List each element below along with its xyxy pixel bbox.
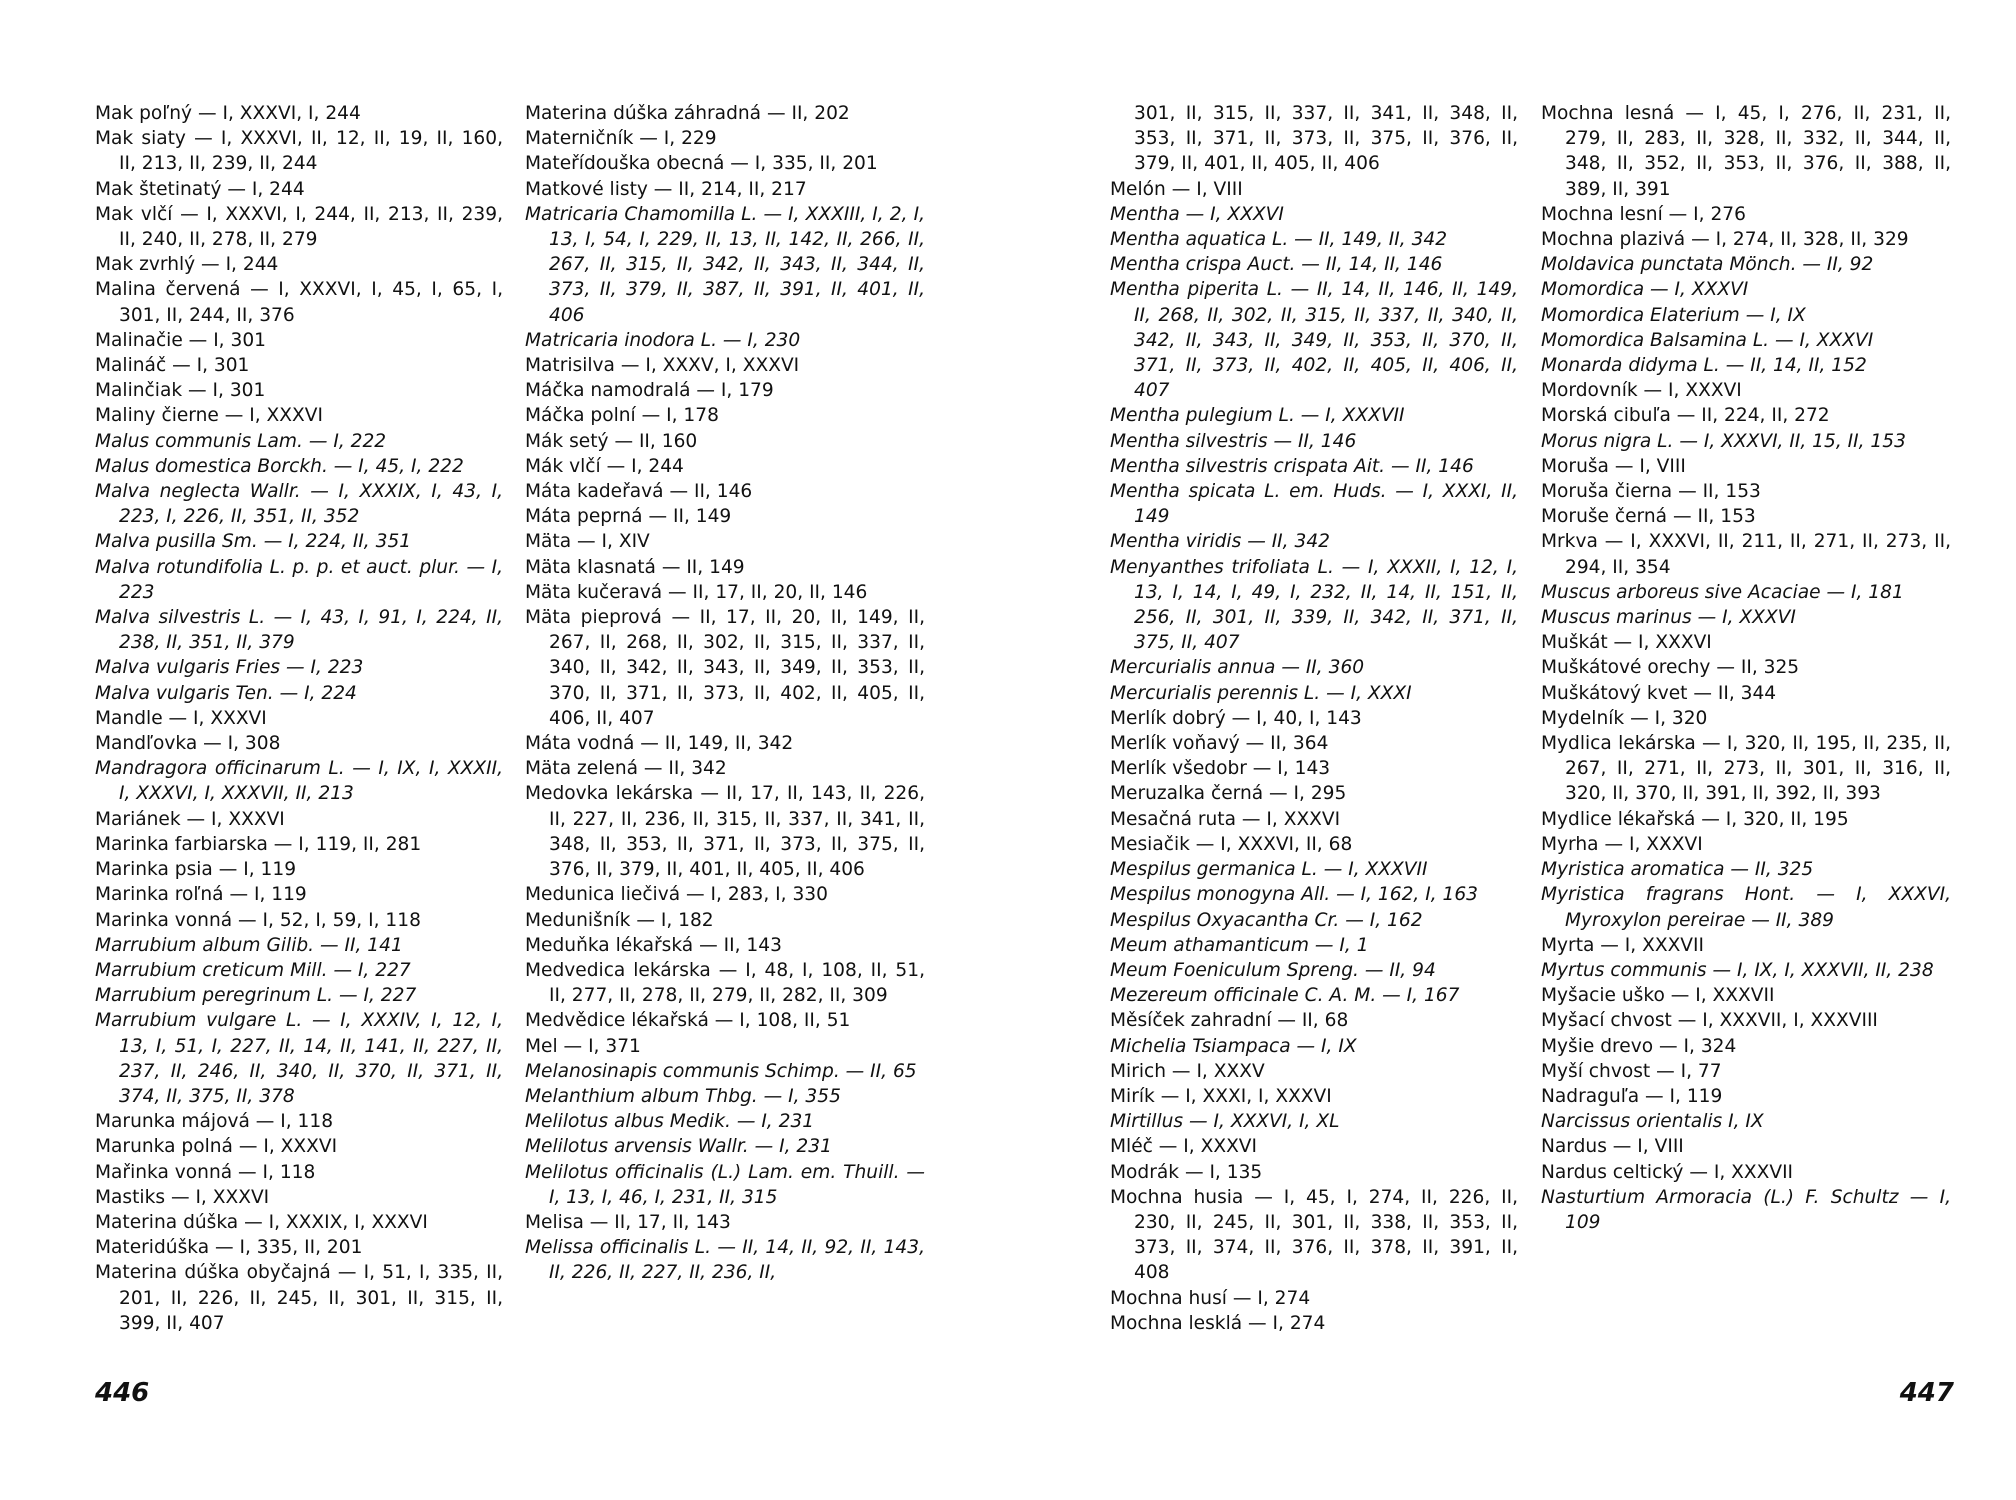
index-entry: Máta peprná — II, 149 <box>525 506 732 528</box>
index-entry: Muscus marinus — I, XXXVI <box>1541 607 1796 629</box>
index-entry: Mak vlčí — I, XXXVI, I, 244, II, 213, II, 239, II, 240, II, 278, II, 279 <box>95 203 503 251</box>
index-entry: Momordica Elaterium — I, IX <box>1541 304 1806 326</box>
index-entry: Marinka vonná — I, 52, I, 59, I, 118 <box>95 909 421 931</box>
index-entry: Mordovník — I, XXXVI <box>1541 380 1742 402</box>
index-entry: Mäta zelená — II, 342 <box>525 758 727 780</box>
index-entry: Narcissus orientalis I, IX <box>1541 1111 1764 1133</box>
index-entry: Modrák — I, 135 <box>1110 1161 1263 1183</box>
index-entry: Mak siaty — I, XXXVI, II, 12, II, 19, II, 160, II, 213, II, 239, II, 244 <box>95 128 503 175</box>
index-column <box>525 101 925 1286</box>
index-entry: Nardus celtický — I, XXXVII <box>1541 1161 1794 1183</box>
index-entry: Morská cibuľa — II, 224, II, 272 <box>1541 405 1830 427</box>
index-entry: Mäta — I, XIV <box>525 531 650 553</box>
index-entry: Mentha crispa Auct. — II, 14, II, 146 <box>1110 254 1443 276</box>
index-entry: Mochna lesní — I, 276 <box>1541 203 1746 225</box>
index-entry: Malus domestica Borckh. — I, 45, I, 222 <box>95 455 464 477</box>
index-entry: Moldavica punctata Mönch. — II, 92 <box>1541 254 1874 276</box>
index-entry: Mochna lesná — I, 45, I, 276, II, 231, II, 279, II, 283, II, 328, II, 332, II, 344, II, 348, II, 352, II, 353, II, 376, II, 388, II, 389, II, 391 <box>1541 103 1951 200</box>
index-entry: Malináč — I, 301 <box>95 355 250 377</box>
index-entry: Medunišník — I, 182 <box>525 909 714 931</box>
index-entry: Melissa officinalis L. — II, 14, II, 92, II, 143, II, 226, II, 227, II, 236, II, <box>525 1237 925 1284</box>
index-entry: Materina dúška záhradná — II, 202 <box>525 103 850 124</box>
index-entry: Mandle — I, XXXVI <box>95 707 267 729</box>
index-entry: Muscus arboreus sive Acaciae — I, 181 <box>1541 581 1904 603</box>
index-entry: Nasturtium Armoracia (L.) F. Schultz — I, 109 <box>1541 1186 1951 1233</box>
index-entry: Morus nigra L. — I, XXXVI, II, 15, II, 153 <box>1541 430 1906 452</box>
index-entry: Marinka roľná — I, 119 <box>95 884 307 906</box>
index-entry: Melilotus arvensis Wallr. — I, 231 <box>525 1136 832 1158</box>
index-entry: Mandľovka — I, 308 <box>95 733 281 755</box>
index-entry: Malinačie — I, 301 <box>95 329 266 351</box>
index-entry: Mespilus monogyna All. — I, 162, I, 163 <box>1110 884 1479 906</box>
index-entry: Mesačná ruta — I, XXXVI <box>1110 808 1341 830</box>
index-entry: Mentha aquatica L. — II, 149, II, 342 <box>1110 229 1448 251</box>
index-entry: Mirtillus — I, XXXVI, I, XL <box>1110 1111 1340 1133</box>
index-entry: Mateřídouška obecná — I, 335, II, 201 <box>525 153 878 175</box>
index-entry: Marrubium creticum Mill. — I, 227 <box>95 959 411 981</box>
index-entry: Matkové listy — II, 214, II, 217 <box>525 178 807 200</box>
index-entry: Mandragora officinarum L. — I, IX, I, XXXII, I, XXXVI, I, XXXVII, II, 213 <box>95 758 503 805</box>
index-entry: Muškátový kvet — II, 344 <box>1541 682 1777 704</box>
index-entry: Mak zvrhlý — I, 244 <box>95 254 279 276</box>
index-entry: Mák setý — II, 160 <box>525 430 698 452</box>
index-entry: Malva pusilla Sm. — I, 224, II, 351 <box>95 531 412 553</box>
index-entry: Myrha — I, XXXVI <box>1541 833 1703 855</box>
index-entry: Momordica — I, XXXVI <box>1541 279 1749 301</box>
index-entry: Marrubium vulgare L. — I, XXXIV, I, 12, I, 13, I, 51, I, 227, II, 14, II, 141, II, 227, II, 237, II, 246, II, 340, II, 370, II, 371, II, 374, II, 375, II, 378 <box>95 1010 503 1107</box>
index-entry: Mentha piperita L. — II, 14, II, 146, II, 149, II, 268, II, 302, II, 315, II, 337, II, 340, II, 342, II, 343, II, 349, II, 353, II, 370, II, 371, II, 373, II, 402, II, 405, II, 406, II, 407 <box>1110 279 1518 402</box>
index-entry: Marinka farbiarska — I, 119, II, 281 <box>95 833 422 855</box>
index-entry: Mak poľný — I, XXXVI, I, 244 <box>95 103 361 124</box>
index-entry: Maliny čierne — I, XXXVI <box>95 405 323 427</box>
index-entry: Momordica Balsamina L. — I, XXXVI <box>1541 329 1874 351</box>
index-entry: Mäta pieprová — II, 17, II, 20, II, 149, II, 267, II, 268, II, 302, II, 315, II, 337, II, 340, II, 342, II, 343, II, 349, II, 353, II, 370, II, 371, II, 373, II, 402, II, 405, II, 406, II, 407 <box>525 607 925 729</box>
index-entry: Melanosinapis communis Schimp. — II, 65 <box>525 1060 917 1082</box>
index-entry: Mydelník — I, 320 <box>1541 707 1708 729</box>
index-entry: Moruša — I, VIII <box>1541 455 1686 477</box>
index-entry: Mentha silvestris crispata Ait. — II, 146 <box>1110 455 1474 477</box>
index-entry: Merlík voňavý — II, 364 <box>1110 733 1329 755</box>
index-entry: Marunka polná — I, XXXVI <box>95 1136 338 1158</box>
index-entry: Medunica liečivá — I, 283, I, 330 <box>525 884 828 906</box>
index-entry: Malva rotundifolia L. p. p. et auct. plur. — I, 223 <box>95 556 503 603</box>
index-entry: Malva vulgaris Fries — I, 223 <box>95 657 364 679</box>
index-entry: Matricaria inodora L. — I, 230 <box>525 329 801 351</box>
index-entry: Mochna husia — I, 45, I, 274, II, 226, II, 230, II, 245, II, 301, II, 338, II, 353, II, 373, II, 374, II, 376, II, 378, II, 391, II, 408 <box>1110 1186 1518 1284</box>
page-number: 447 <box>1899 1378 1954 1408</box>
index-entry: Mochna lesklá — I, 274 <box>1110 1312 1326 1334</box>
index-entry: Medovka lekárska — II, 17, II, 143, II, 226, II, 227, II, 236, II, 315, II, 337, II, 341, II, 348, II, 353, II, 371, II, 373, II, 375, II, 376, II, 379, II, 401, II, 405, II, 406 <box>525 783 925 881</box>
index-entry: Máčka polní — I, 178 <box>525 405 719 427</box>
index-entry: Medvědice lékařská — I, 108, II, 51 <box>525 1010 851 1032</box>
index-entry: Mel — I, 371 <box>525 1035 641 1057</box>
index-entry: Marrubium peregrinum L. — I, 227 <box>95 985 417 1007</box>
index-entry: Mak štetinatý — I, 244 <box>95 178 305 200</box>
index-entry: Mochna husí — I, 274 <box>1110 1287 1311 1309</box>
index-entry: Mentha silvestris — II, 146 <box>1110 430 1357 452</box>
index-entry: Mrkva — I, XXXVI, II, 211, II, 271, II, 273, II, 294, II, 354 <box>1541 531 1951 578</box>
index-entry: Muškát — I, XXXVI <box>1541 632 1712 654</box>
index-entry: Mentha viridis — II, 342 <box>1110 531 1330 553</box>
index-entry: Mercurialis perennis L. — I, XXXI <box>1110 682 1412 704</box>
index-entry: Myšie drevo — I, 324 <box>1541 1035 1737 1057</box>
index-entry: Mochna plazivá — I, 274, II, 328, II, 329 <box>1541 229 1909 251</box>
index-entry: Mařinka vonná — I, 118 <box>95 1161 316 1183</box>
index-entry: Materničník — I, 229 <box>525 128 717 150</box>
index-entry: Malva vulgaris Ten. — I, 224 <box>95 682 357 704</box>
index-entry: Malus communis Lam. — I, 222 <box>95 430 387 452</box>
index-entry: Mesiačik — I, XXXVI, II, 68 <box>1110 833 1353 855</box>
index-entry: Máta vodná — II, 149, II, 342 <box>525 733 794 755</box>
index-entry: Nardus — I, VIII <box>1541 1136 1684 1158</box>
index-entry: Meum athamanticum — I, 1 <box>1110 934 1369 956</box>
index-entry: Máta kadeřavá — II, 146 <box>525 481 753 503</box>
index-entry: Melilotus officinalis (L.) Lam. em. Thuill. — I, 13, I, 46, I, 231, II, 315 <box>525 1161 925 1208</box>
index-entry: Materidúška — I, 335, II, 201 <box>95 1237 363 1259</box>
index-entry: Mentha — I, XXXVI <box>1110 203 1284 225</box>
index-entry: Mydlice lékařská — I, 320, II, 195 <box>1541 808 1849 830</box>
index-entry: Myrta — I, XXXVII <box>1541 934 1704 956</box>
index-entry: Mezereum officinale C. A. M. — I, 167 <box>1110 985 1460 1007</box>
index-entry: Matricaria Chamomilla L. — I, XXXIII, I, 2, I, 13, I, 54, I, 229, II, 13, II, 142, II, 266, II, 267, II, 315, II, 342, II, 343, II, 344, II, 373, II, 379, II, 387, II, 391, II, 401, II, 406 <box>525 203 925 326</box>
index-entry: Měsíček zahradní — II, 68 <box>1110 1010 1349 1032</box>
index-entry: Merlík dobrý — I, 40, I, 143 <box>1110 707 1362 729</box>
index-entry: Mäta klasnatá — II, 149 <box>525 556 745 578</box>
index-entry: Michelia Tsiampaca — I, IX <box>1110 1035 1357 1057</box>
index-entry: Melón — I, VIII <box>1110 178 1243 200</box>
index-entry: Mydlica lekárska — I, 320, II, 195, II, 235, II, 267, II, 271, II, 273, II, 301, II, 316, II, 320, II, 370, II, 391, II, 392, II, 393 <box>1541 733 1951 805</box>
index-entry: Moruše černá — II, 153 <box>1541 506 1756 528</box>
index-entry: Materina dúška obyčajná — I, 51, I, 335, II, 201, II, 226, II, 245, II, 301, II, 315, II, 399, II, 407 <box>95 1262 503 1334</box>
index-entry: Mariánek — I, XXXVI <box>95 808 285 830</box>
index-entry: Myšacie uško — I, XXXVII <box>1541 985 1775 1007</box>
index-entry: Malinčiak — I, 301 <box>95 380 266 402</box>
index-entry: Merlík všedobr — I, 143 <box>1110 758 1331 780</box>
index-entry: Mercurialis annua — II, 360 <box>1110 657 1365 679</box>
index-entry: Melanthium album Thbg. — I, 355 <box>525 1085 841 1107</box>
index-entry: Meruzalka černá — I, 295 <box>1110 783 1347 805</box>
index-entry: Moruša čierna — II, 153 <box>1541 481 1761 503</box>
index-entry: Monarda didyma L. — II, 14, II, 152 <box>1541 355 1867 377</box>
index-entry: Mespilus Oxyacantha Cr. — I, 162 <box>1110 909 1423 931</box>
index-entry: Myristica fragrans Hont. — I, XXXVI, Myroxylon pereirae — II, 389 <box>1541 884 1951 931</box>
index-entry: Mastiks — I, XXXVI <box>95 1186 270 1208</box>
index-entry: Nadraguľa — I, 119 <box>1541 1085 1723 1107</box>
index-entry: Medvedica lekárska — I, 48, I, 108, II, 51, II, 277, II, 278, II, 279, II, 282, II, 309 <box>525 959 925 1007</box>
index-entry: Mák vlčí — I, 244 <box>525 455 684 477</box>
index-entry: Mäta kučeravá — II, 17, II, 20, II, 146 <box>525 581 868 603</box>
index-entry: Marrubium album Gilib. — II, 141 <box>95 934 403 956</box>
index-entry: Matrisilva — I, XXXV, I, XXXVI <box>525 355 800 377</box>
index-entry: Menyanthes trifoliata L. — I, XXXII, I, 12, I, 13, I, 14, I, 49, I, 232, II, 14, II, 151, II, 256, II, 301, II, 339, II, 342, II, 371, II, 375, II, 407 <box>1110 556 1518 654</box>
index-column <box>1110 101 1518 1336</box>
index-entry: Myrtus communis — I, IX, I, XXXVII, II, 238 <box>1541 959 1934 981</box>
index-entry: Malina červená — I, XXXVI, I, 45, I, 65, I, 301, II, 244, II, 376 <box>95 279 503 326</box>
right-page <box>1008 0 2016 1500</box>
page-number: 446 <box>95 1378 150 1408</box>
index-entry: Myšací chvost — I, XXXVII, I, XXXVIII <box>1541 1010 1878 1032</box>
index-entry: Myší chvost — I, 77 <box>1541 1060 1722 1082</box>
index-entry: Malva silvestris L. — I, 43, I, 91, I, 224, II, 238, II, 351, II, 379 <box>95 607 503 654</box>
index-entry: Marinka psia — I, 119 <box>95 859 297 881</box>
index-entry: Mirich — I, XXXV <box>1110 1060 1265 1082</box>
index-entry: Mléč — I, XXXVI <box>1110 1136 1258 1158</box>
index-entry: Melilotus albus Medik. — I, 231 <box>525 1111 815 1133</box>
index-entry: Materina dúška — I, XXXIX, I, XXXVI <box>95 1211 428 1233</box>
index-entry-continuation: 301, II, 315, II, 337, II, 341, II, 348, II, 353, II, 371, II, 373, II, 375, II, 376, II, 379, II, 401, II, 405, II, 406 <box>1134 103 1518 175</box>
index-entry: Meduňka lékařská — II, 143 <box>525 934 782 956</box>
index-entry: Myristica aromatica — II, 325 <box>1541 859 1814 881</box>
index-entry: Muškátové orechy — II, 325 <box>1541 657 1800 679</box>
index-entry: Mespilus germanica L. — I, XXXVII <box>1110 859 1428 881</box>
index-column <box>95 101 503 1336</box>
index-entry: Mirík — I, XXXI, I, XXXVI <box>1110 1085 1332 1107</box>
index-entry: Mentha spicata L. em. Huds. — I, XXXI, II, 149 <box>1110 481 1518 528</box>
index-entry: Marunka májová — I, 118 <box>95 1111 334 1133</box>
index-entry: Melisa — II, 17, II, 143 <box>525 1211 731 1233</box>
index-entry: Malva neglecta Wallr. — I, XXXIX, I, 43, I, 223, I, 226, II, 351, II, 352 <box>95 481 503 528</box>
index-entry: Mentha pulegium L. — I, XXXVII <box>1110 405 1405 427</box>
index-column <box>1541 101 1951 1235</box>
index-entry: Meum Foeniculum Spreng. — II, 94 <box>1110 959 1436 981</box>
index-entry: Máčka namodralá — I, 179 <box>525 380 774 402</box>
